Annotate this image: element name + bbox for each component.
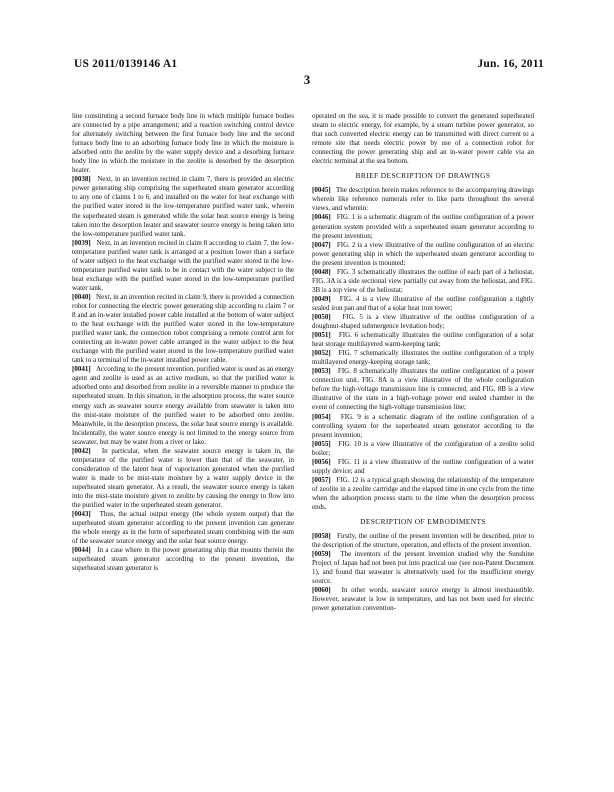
paragraph-number: [0058] [312, 532, 331, 541]
paragraph-number: [0049] [312, 294, 331, 303]
paragraph-0040 [72, 293, 294, 365]
paragraph-text: The inventors of the present invention studied why the Sunshine Project of Japan had not been put into practical use (see non-Patent Document 1), and found that seawater is alternatively used for the insufficient energy source. [312, 550, 534, 586]
paragraph-text: In particular, when the seawater source energy is taken in, the temperature of the purified water is lower than that of the seawater, in consideration of the latent heat of vaporization generated when the purified water is made to be mist-state moisture by a water supply device in the superheated steam generator. As a result, the seawater source energy is taken into the mist-state moisture given to zeolite by causing the energy to flow into the purified water in the superheated steam generator. [72, 446, 295, 510]
paragraph-text: line constituting a second furnace body line in which multiple furnace bodies are connected by a pipe arrangement; and a reaction switching control device for alternately switching between the first furnace body line and the second furnace body line to an adsorbing furnace body line in which the moisture is adsorbed onto the zeolite by the water supply device and a desorbing furnace body line in which the moisture in the zeolite is desorbed by the desorption heater. [72, 112, 294, 175]
paragraph-0049 [312, 295, 534, 313]
paragraph-0042 [72, 447, 294, 510]
paragraph-number: [0044] [72, 546, 91, 555]
paragraph-text: FIG. 4 is a view illustrative of the outline configuration a tightly sealed iron pan and that of a solar heat iron tower; [312, 294, 534, 312]
paragraph-number: [0057] [312, 475, 331, 484]
paragraph-continued [72, 112, 294, 175]
paragraph-0038 [72, 175, 294, 238]
paragraph-text: Firstly, the outline of the present invention will be described, prior to the description of the structure, operation, and effects of the present invention. [312, 532, 534, 550]
paragraph-text: operated on the sea, it is made possible to convert the generated superheated steam to electric energy, for example, by a steam turbine power generator, so that such converted electric energy can be transmitted with direct current to a remote site that needs electric power by use of a connection robot for connecting the power generating ship and an in-water power cable via an electric terminal at the sea bottom. [312, 112, 534, 166]
paragraph-number: [0052] [312, 349, 331, 358]
paragraph-text: Next, in an invention recited in claim 8 according to claim 7, the low-temperature purified water tank is arranged at a position lower than a surface of water subject to the heat exchange with the purified water stored in the low-temperature purified water tank to be in contact with the water subject to the heat exchange with the purified water stored in the low-temperature purified water tank. [72, 238, 295, 292]
paragraph-text: FIG. 12 is a typical graph showing the relationship of the temperature of zeolite in a zeolite cartridge and the elapsed time in one cycle from the time when the adsorption process starts to the time when the desorption process ends. [312, 475, 534, 511]
paragraph-0039 [72, 239, 294, 293]
paragraph-number: [0060] [312, 586, 331, 595]
paragraph-number: [0047] [312, 240, 331, 249]
paragraph-number: [0046] [312, 213, 331, 222]
section-heading-embodiments: DESCRIPTION OF EMBODIMENTS [360, 517, 486, 527]
paragraph-0047 [312, 241, 534, 268]
paragraph-0048 [312, 268, 534, 295]
paragraph-0041 [72, 365, 294, 446]
paragraph-text: According to the present invention, purified water is used as an energy agent and zeolite is used as an active medium, so that the purified water is adsorbed onto and desorbed from zeolite in a reversible manner to produce the superheated steam. In this situation, in the adsorption process, the water source energy such as seawater source energy available from seawater is taken into the mist-state moisture of the purified water to be adsorbed onto zeolite. Meanwhile, in the desorption process, the solar heat source energy is available. Incidentally, the water source energy is not limited to the energy source from seawater, but may be water from a river or lake. [72, 365, 295, 446]
paragraph-number: [0041] [72, 365, 91, 374]
paragraph-number: [0048] [312, 267, 331, 276]
paragraph-number: [0054] [312, 412, 331, 421]
paragraph-0054 [312, 413, 534, 440]
paragraph-0060 [312, 586, 534, 613]
paragraph-text: FIG. 5 is a view illustrative of the outline configuration of a doughnut-shaped submergence levitation body; [312, 312, 535, 331]
paragraph-text: FIG. 7 schematically illustrates the outline configuration of a triply multilayered energy-keeping storage tank; [312, 349, 534, 367]
paragraph-0059 [312, 550, 534, 586]
paragraph-number: [0039] [72, 238, 91, 247]
page-number: 3 [303, 72, 311, 87]
paragraph-text: FIG. 2 is a view illustrative of the outline configuration of an electric power generating ship in which the superheated steam generator according to the present invention is mounted; [312, 240, 535, 267]
paragraph-number: [0056] [312, 457, 331, 466]
paragraph-number: [0051] [312, 331, 331, 340]
paragraph-0057 [312, 476, 534, 512]
paragraph-0052 [312, 349, 534, 367]
paragraph-text: FIG. 11 is a view illustrative of the outline configuration of a water supply device; and [312, 457, 535, 475]
paragraph-number: [0059] [312, 550, 331, 559]
paragraph-number: [0050] [312, 312, 331, 321]
header-pub-date: Jun. 16, 2011 [477, 58, 544, 70]
paragraph-text: FIG. 6 schematically illustrates the outline configuration of a solar heat storage multilayered warm-keeping tank; [312, 331, 535, 349]
paragraph-0056 [312, 458, 534, 476]
paragraph-0055 [312, 440, 534, 458]
right-column [312, 112, 534, 613]
paragraph-0046 [312, 213, 534, 240]
paragraph-0058 [312, 532, 534, 550]
paragraph-text: Thus, the actual output energy (the whole system output) that the superheated steam generator according to the present invention can generate the whole energy as in the form of superheated steam combining with the sum of the seawater source energy and the solar heat source energy. [72, 510, 294, 546]
paragraph-number: [0053] [312, 367, 331, 376]
paragraph-0050 [312, 313, 534, 331]
section-heading-drawings: BRIEF DESCRIPTION OF DRAWINGS [355, 171, 491, 181]
paragraph-text: FIG. 10 is a view illustrative of the configuration of a zeolite solid boiler; [312, 439, 534, 457]
paragraph-text: FIG. 3 schematically illustrates the outline of each part of a heliostat, FIG. 3A is a side sectional view partially cut away from the heliostat, and FIG. 3B is a top view of the heliostat; [312, 267, 534, 294]
paragraph-0051 [312, 331, 534, 349]
paragraph-0044 [72, 546, 294, 573]
left-column [72, 112, 294, 573]
paragraph-text: In a case where in the power generating ship that mounts therein the superheated steam generator according to the present invention, the superheated steam generator is [72, 546, 294, 573]
paragraph-number: [0045] [312, 186, 331, 195]
paragraph-text: The description herein makes reference to the accompanying drawings wherein like reference numerals refer to like parts throughout the several views, and wherein: [312, 186, 534, 213]
paragraph-text: Next, in an invention recited in claim 9, there is provided a connection robot for connecting the electric power generating ship according to claim 7 or 8 and an in-water installed power cable installed at the bottom of water subject to the heat exchange with the purified water stored in the low-temperature purified water tank, the connection robot comprising a remote control arm for connecting an in-water power cable arranged in the water subject to the heat exchange with the purified water stored in the low-temperature purified water tank to a terminal of the in-water installed power cable. [72, 292, 295, 365]
paragraph-number: [0055] [312, 439, 331, 448]
paragraph-continued [312, 112, 534, 166]
paragraph-text: FIG. 8 schematically illustrates the outline configuration of a power connection unit, FIG. 8A is a view illustrative of the whole configuration before the high-voltage transmission line is connected, and FIG. 8B is a view illustrative of the state in a high-voltage power end sealed chamber in the event of connecting the high-voltage transmission line; [312, 367, 535, 412]
paragraph-0043 [72, 510, 294, 546]
paragraph-text: In other words, seawater source energy is almost inexhaustible. However, seawater is low in temperature, and has not been used for electric power generation convention- [312, 586, 535, 613]
paragraph-0053 [312, 367, 534, 412]
paragraph-text: FIG. 9 is a schematic diagram of the outline configuration of a controlling system for the superheated steam generator according to the present invention; [312, 412, 535, 439]
paragraph-number: [0040] [72, 292, 91, 301]
paragraph-number: [0042] [72, 446, 91, 455]
paragraph-text: Next, in an invention recited in claim 7, there is provided an electric power generating ship comprising the superheated steam generator according to any one of claims 1 to 6, and installed on the water for heat exchange with the purified water stored in the low-temperature purified water tank, wherein the superheated steam is generated while the solar heat source energy is being taken into the desorption heater and seawater source energy is being taken into the low-temperature purified water tank. [72, 175, 294, 238]
paragraph-text: FIG. 1 is a schematic diagram of the outline configuration of a power generation system provided with a superheated steam generator according to the present invention; [312, 213, 534, 240]
paragraph-number: [0038] [72, 175, 91, 184]
paragraph-number: [0043] [72, 510, 91, 519]
header-pub-number: US 2011/0139146 A1 [74, 58, 178, 70]
paragraph-0045 [312, 186, 534, 213]
